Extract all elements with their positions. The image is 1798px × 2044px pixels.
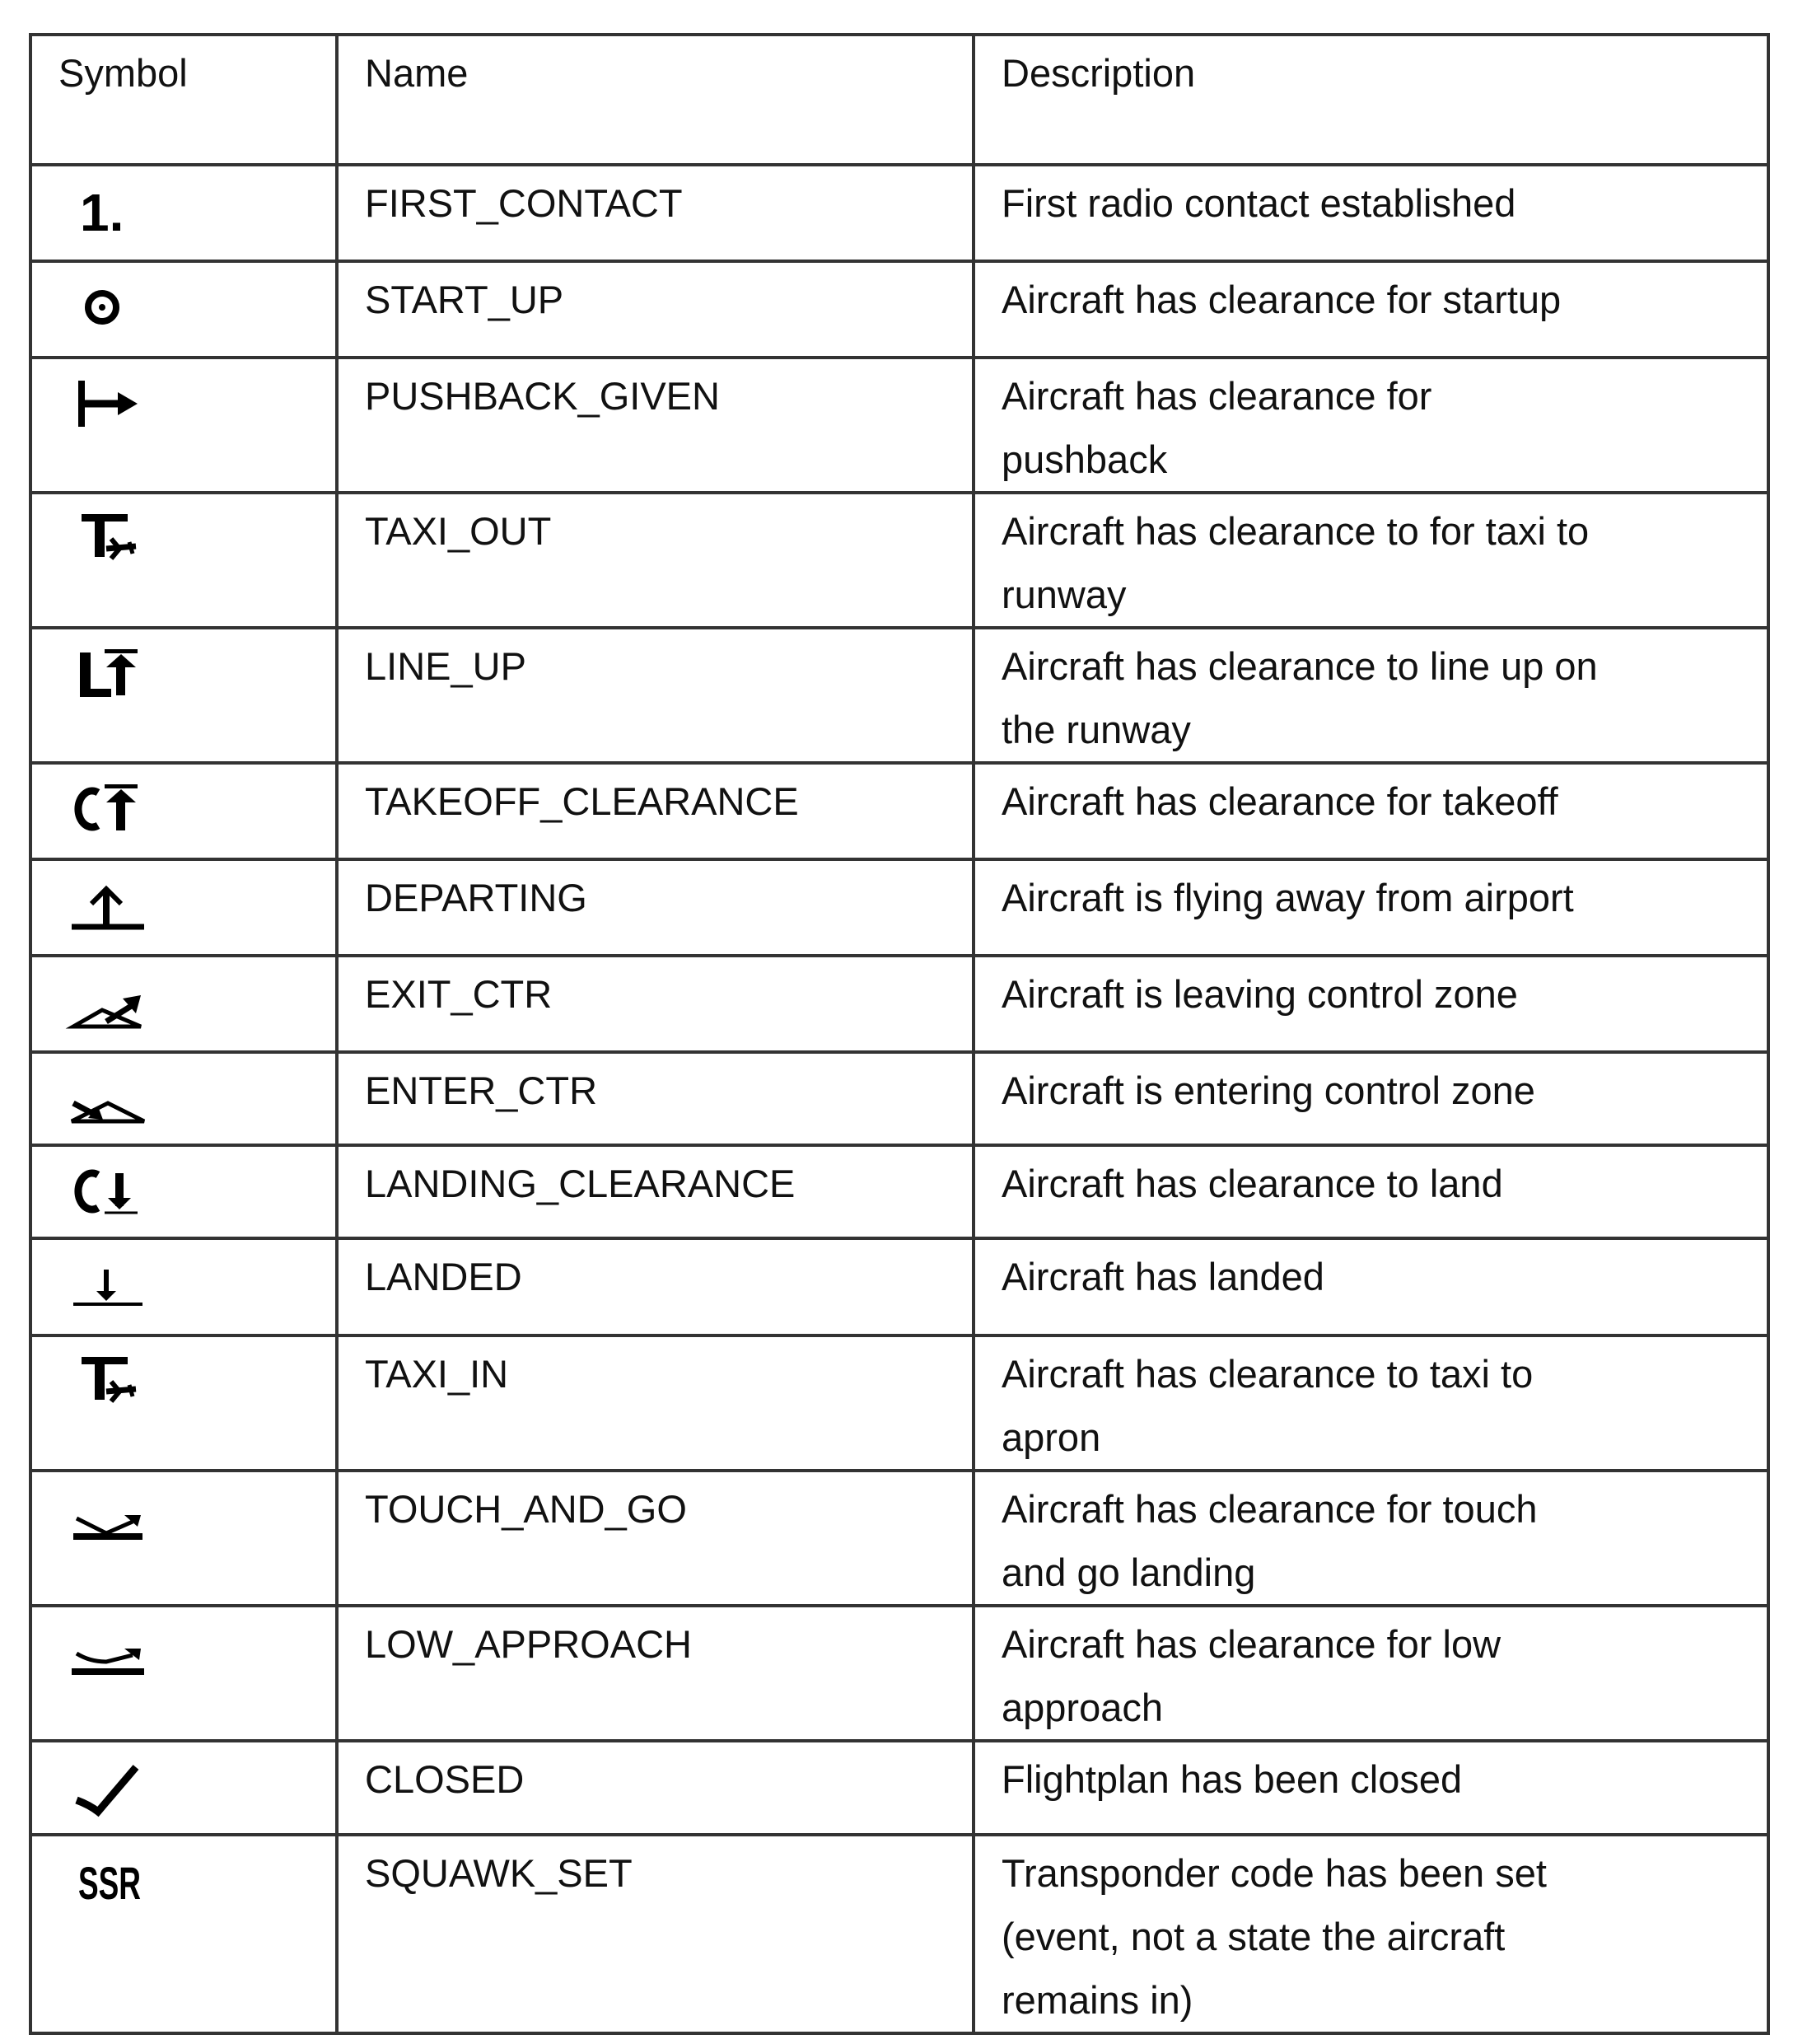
- name-cell: TOUCH_AND_GO: [337, 1471, 974, 1606]
- line-up-icon: [65, 643, 147, 709]
- description-line: pushback: [1002, 437, 1168, 481]
- description-cell: [974, 1238, 1768, 1335]
- symbol-table: [29, 33, 1770, 2035]
- svg-text:1.: 1.: [80, 183, 124, 242]
- description-cell: [974, 763, 1768, 859]
- name-cell: SQUAWK_SET: [337, 1835, 974, 2033]
- table-row: [30, 493, 1768, 628]
- description-cell: [974, 628, 1768, 763]
- table-row: [30, 859, 1768, 956]
- description-cell: [974, 1606, 1768, 1741]
- description-line: Aircraft has landed: [1002, 1255, 1324, 1298]
- table-row: [30, 956, 1768, 1052]
- description-line: Flightplan has been closed: [1002, 1757, 1463, 1801]
- description-line: apron: [1002, 1415, 1101, 1459]
- name-cell: DEPARTING: [337, 859, 974, 956]
- landed-icon: [65, 1253, 147, 1319]
- description-line: Aircraft has clearance for startup: [1002, 278, 1562, 321]
- departing-icon: [65, 874, 147, 940]
- description-cell: [974, 1052, 1768, 1145]
- checkmark-icon: [65, 1756, 147, 1822]
- description-cell: [974, 1145, 1768, 1238]
- exit-ctr-icon: [65, 971, 147, 1036]
- taxi-in-icon: [65, 1350, 147, 1416]
- symbol-cell: [30, 1471, 337, 1606]
- description-line: Aircraft has clearance to land: [1002, 1162, 1503, 1205]
- name-cell: PUSHBACK_GIVEN: [337, 358, 974, 493]
- first-contact-icon: [65, 180, 147, 246]
- table-row: [30, 165, 1768, 261]
- description-cell: [974, 1471, 1768, 1606]
- landing-clearance-icon: [65, 1160, 147, 1226]
- low-approach-icon: [65, 1621, 147, 1686]
- touch-and-go-icon: [65, 1485, 147, 1551]
- table-row: [30, 358, 1768, 493]
- header-description: Description: [974, 35, 1768, 165]
- description-line: Aircraft has clearance for: [1002, 374, 1432, 418]
- name-cell: LINE_UP: [337, 628, 974, 763]
- description-line: Aircraft has clearance for touch: [1002, 1487, 1538, 1531]
- symbol-cell: [30, 261, 337, 358]
- description-line: Aircraft has clearance to taxi to: [1002, 1352, 1534, 1396]
- description-line: Aircraft has clearance for low: [1002, 1622, 1501, 1666]
- description-line: (event, not a state the aircraft: [1002, 1915, 1506, 1958]
- taxi-out-icon: [65, 507, 147, 573]
- description-line: Aircraft is flying away from airport: [1002, 876, 1574, 919]
- description-cell: [974, 493, 1768, 628]
- table-row: [30, 628, 1768, 763]
- header-name: Name: [337, 35, 974, 165]
- description-cell: [974, 1835, 1768, 2033]
- description-line: approach: [1002, 1686, 1163, 1729]
- name-cell: EXIT_CTR: [337, 956, 974, 1052]
- description-cell: [974, 358, 1768, 493]
- description-line: remains in): [1002, 1978, 1193, 2022]
- description-cell: [974, 859, 1768, 956]
- description-line: and go landing: [1002, 1551, 1256, 1594]
- symbol-cell: [30, 1606, 337, 1741]
- name-cell: CLOSED: [337, 1741, 974, 1835]
- symbol-cell: [30, 628, 337, 763]
- symbol-cell: [30, 358, 337, 493]
- table-row: [30, 1335, 1768, 1471]
- table-row: [30, 1145, 1768, 1238]
- description-cell: [974, 1741, 1768, 1835]
- name-cell: ENTER_CTR: [337, 1052, 974, 1145]
- header-symbol: Symbol: [30, 35, 337, 165]
- ssr-icon: [65, 1850, 147, 1915]
- start-up-icon: [65, 276, 147, 342]
- description-line: Transponder code has been set: [1002, 1851, 1547, 1895]
- symbol-cell: [30, 859, 337, 956]
- description-cell: [974, 956, 1768, 1052]
- description-line: Aircraft has clearance to for taxi to: [1002, 509, 1590, 553]
- name-cell: FIRST_CONTACT: [337, 165, 974, 261]
- symbol-cell: [30, 1335, 337, 1471]
- name-cell: LANDED: [337, 1238, 974, 1335]
- table-row: [30, 1238, 1768, 1335]
- symbol-cell: [30, 956, 337, 1052]
- enter-ctr-icon: [65, 1067, 147, 1133]
- svg-text:SSR: SSR: [78, 1857, 141, 1909]
- table-row: [30, 1606, 1768, 1741]
- name-cell: START_UP: [337, 261, 974, 358]
- table-row: [30, 763, 1768, 859]
- name-cell: TAKEOFF_CLEARANCE: [337, 763, 974, 859]
- description-cell: [974, 1335, 1768, 1471]
- symbol-cell: [30, 1835, 337, 2033]
- table-row: [30, 261, 1768, 358]
- table-row: [30, 1741, 1768, 1835]
- description-cell: [974, 261, 1768, 358]
- description-line: Aircraft is leaving control zone: [1002, 972, 1518, 1016]
- symbol-cell: [30, 1145, 337, 1238]
- table-row: [30, 1471, 1768, 1606]
- description-line: runway: [1002, 573, 1127, 616]
- header-row: [30, 35, 1768, 165]
- description-line: Aircraft has clearance for takeoff: [1002, 779, 1558, 823]
- symbol-cell: [30, 1741, 337, 1835]
- description-line: Aircraft has clearance to line up on: [1002, 644, 1598, 688]
- description-cell: [974, 165, 1768, 261]
- symbol-cell: [30, 493, 337, 628]
- table-row: [30, 1052, 1768, 1145]
- name-cell: LOW_APPROACH: [337, 1606, 974, 1741]
- name-cell: TAXI_OUT: [337, 493, 974, 628]
- takeoff-clearance-icon: [65, 778, 147, 844]
- description-line: the runway: [1002, 708, 1191, 751]
- pushback-icon: [65, 372, 147, 438]
- description-line: Aircraft is entering control zone: [1002, 1069, 1535, 1112]
- symbol-cell: [30, 165, 337, 261]
- symbol-cell: [30, 763, 337, 859]
- symbol-cell: [30, 1238, 337, 1335]
- description-line: First radio contact established: [1002, 181, 1516, 225]
- name-cell: LANDING_CLEARANCE: [337, 1145, 974, 1238]
- symbol-cell: [30, 1052, 337, 1145]
- name-cell: TAXI_IN: [337, 1335, 974, 1471]
- table-row: [30, 1835, 1768, 2033]
